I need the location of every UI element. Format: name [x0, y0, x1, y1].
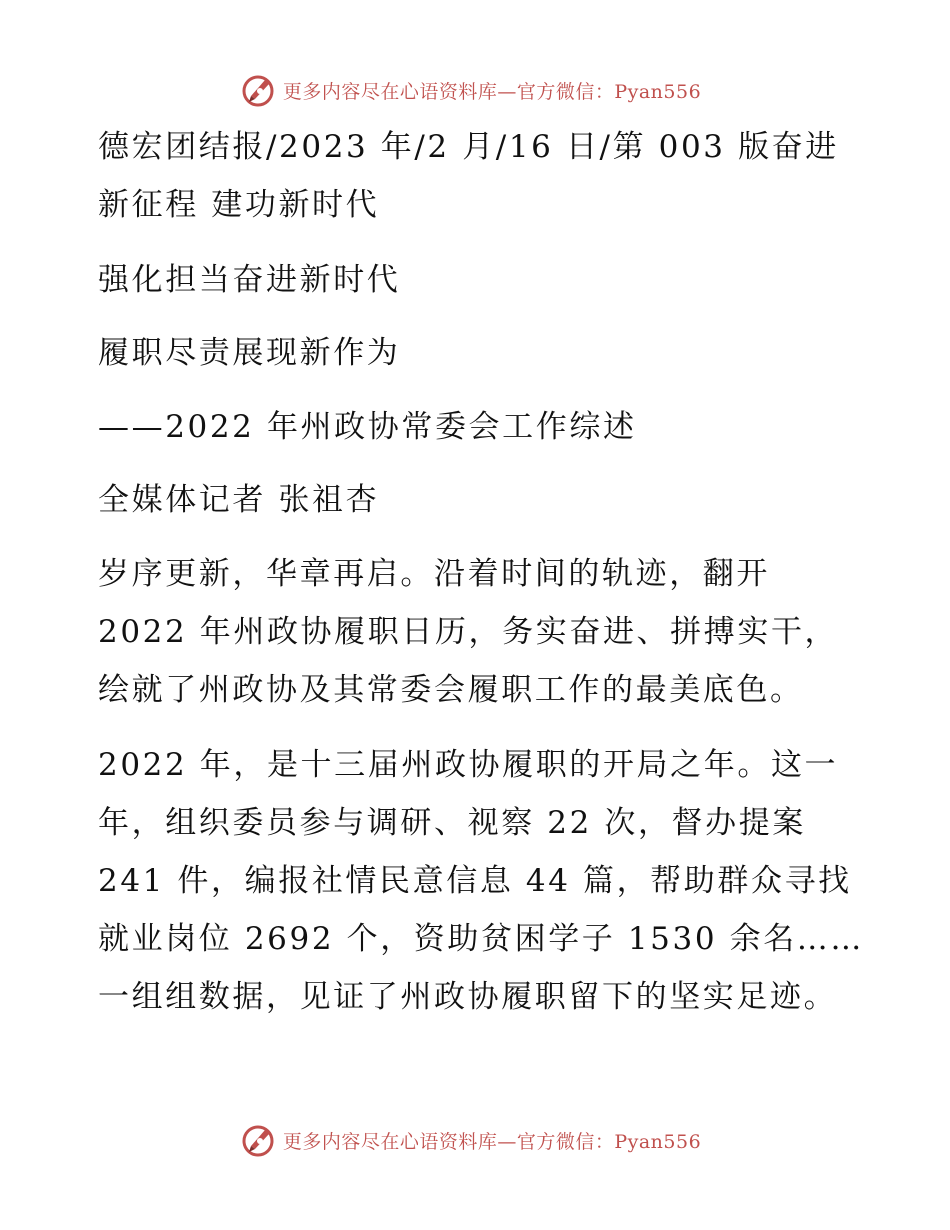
para2-line-3: 241 件，编报社情民意信息 44 篇，帮助群众寻找	[98, 863, 852, 899]
subtitle: ——2022 年州政协常委会工作综述	[98, 409, 637, 445]
para1-line-3: 绘就了州政协及其常委会履职工作的最美底色。	[98, 672, 804, 708]
header-line-1: 德宏团结报/2023 年/2 月/16 日/第 003 版奋进	[98, 129, 839, 165]
para2-line-4: 就业岗位 2692 个，资助贫困学子 1530 余名……	[98, 921, 864, 957]
watermark-text: 更多内容尽在心语资料库—官方微信：Pyan556	[282, 80, 702, 103]
para2-line-5: 一组组数据，见证了州政协履职留下的坚实足迹。	[98, 979, 838, 1015]
byline: 全媒体记者 张祖杏	[98, 482, 380, 518]
watermark-inner	[241, 1122, 701, 1158]
para2-line-2: 年，组织委员参与调研、视察 22 次，督办提案	[98, 805, 806, 841]
watermark-bottom	[0, 1120, 950, 1160]
pen-logo-icon	[241, 1122, 277, 1158]
header-line-2: 新征程 建功新时代	[98, 187, 380, 223]
title-line-1: 强化担当奋进新时代	[98, 262, 401, 298]
para1-line-1: 岁序更新，华章再启。沿着时间的轨迹，翻开	[98, 556, 770, 592]
para1-line-2: 2022 年州政协履职日历，务实奋进、拼搏实干，	[98, 614, 839, 650]
title-line-2: 履职尽责展现新作为	[98, 335, 401, 371]
pen-logo-icon	[241, 72, 277, 108]
watermark-top	[0, 70, 950, 110]
para2-line-1: 2022 年，是十三届州政协履职的开局之年。这一	[98, 747, 839, 783]
watermark-text: 更多内容尽在心语资料库—官方微信：Pyan556	[282, 1130, 702, 1153]
watermark-inner	[241, 72, 701, 108]
